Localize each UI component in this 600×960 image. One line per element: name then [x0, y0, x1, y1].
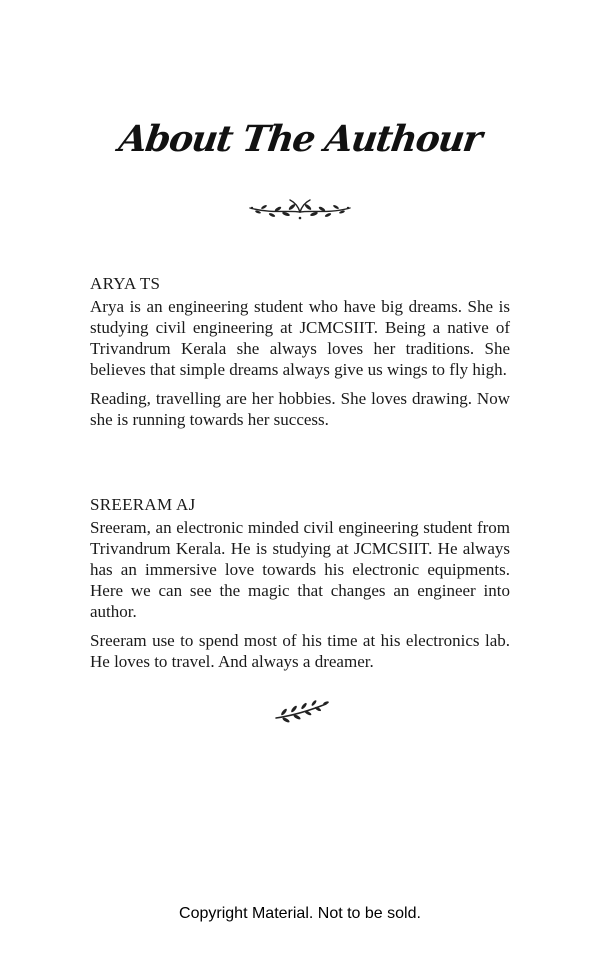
- author-bio-sreeram: [90, 494, 510, 680]
- author-name: SREERAM AJ: [90, 495, 196, 514]
- laurel-divider-icon: [244, 196, 356, 226]
- author-paragraph: Sreeram, an electronic minded civil engineering student from Trivandrum Kerala. He is studying at JCMCSIIT. He always has an immersive love towards his electronic equipments. Here we can see the magic that changes an engineer into author.: [90, 518, 510, 621]
- author-paragraph: Sreeram use to spend most of his time at his electronics lab. He loves to travel. And always a dreamer.: [90, 631, 510, 671]
- author-paragraph: Arya is an engineering student who have big dreams. She is studying civil engineering at JCMCSIIT. Being a native of Trivandrum Kerala she always loves her traditions. She believes that simple dreams always give us wings to fly high.: [90, 297, 510, 379]
- copyright-footer: Copyright Material. Not to be sold.: [179, 905, 421, 922]
- author-bio-arya: [90, 273, 510, 438]
- author-name: ARYA TS: [90, 274, 161, 293]
- laurel-sprig-icon: [272, 698, 330, 724]
- author-paragraph: Reading, travelling are her hobbies. She loves drawing. Now she is running towards her success.: [90, 389, 510, 429]
- page-title: About The Authour: [116, 118, 484, 160]
